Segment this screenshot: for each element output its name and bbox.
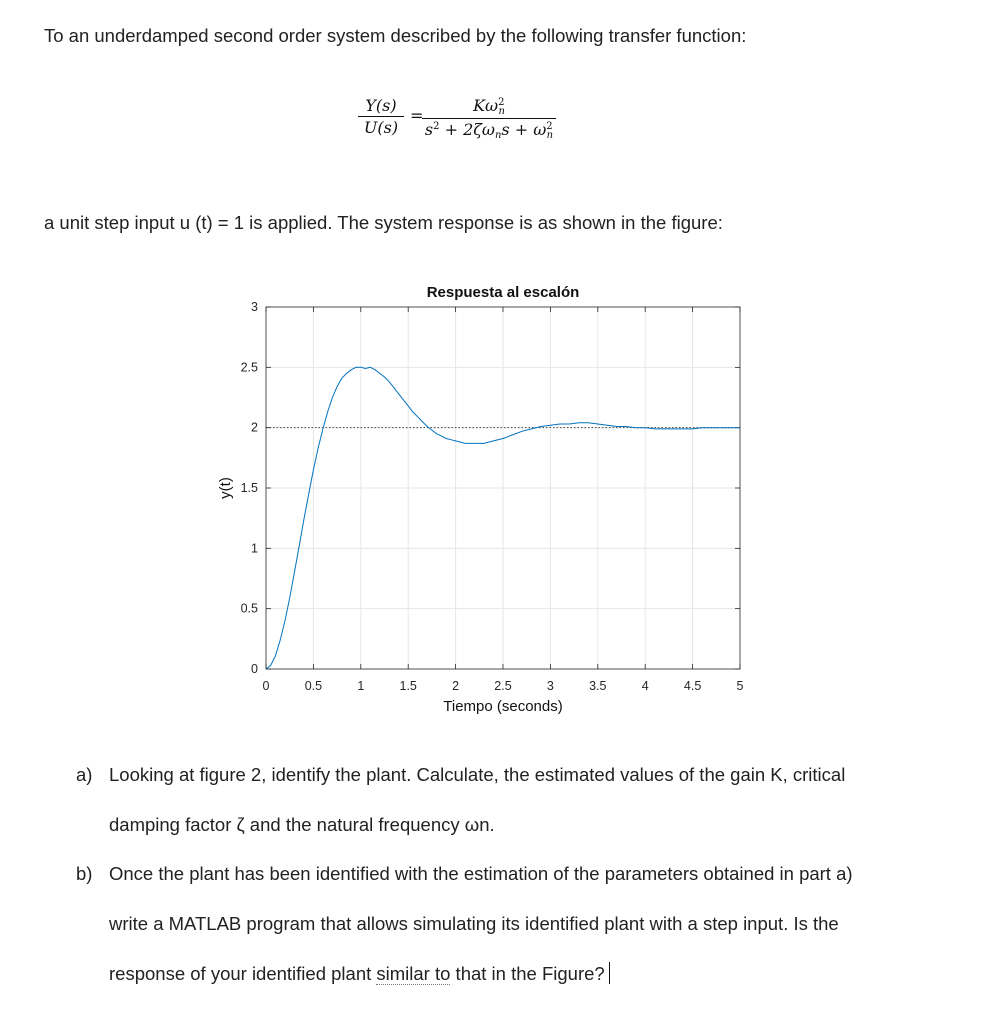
step-response-chart bbox=[200, 270, 760, 730]
rhs-den-sup3: 2 bbox=[546, 121, 553, 132]
intro-text: To an underdamped second order system described by the following transfer function: bbox=[44, 25, 747, 46]
y-tick-label: 1 bbox=[251, 541, 258, 556]
question-b-line3-pre: response of your identified plant bbox=[109, 963, 377, 984]
question-a-line1: Looking at figure 2, identify the plant. Calculate, the estimated values of the gain K, critical bbox=[109, 764, 846, 785]
x-tick-label: 0.5 bbox=[304, 679, 323, 693]
question-b-line3 bbox=[109, 962, 610, 985]
y-tick-label: 2 bbox=[251, 420, 258, 435]
x-tick-label: 3 bbox=[546, 679, 554, 693]
y-tick-label: 2.5 bbox=[240, 360, 258, 375]
rhs-denominator bbox=[422, 119, 556, 141]
chart-title: Respuesta al escalón bbox=[426, 284, 580, 301]
rhs-den-part3: s + ω bbox=[501, 120, 547, 139]
x-tick-label: 0 bbox=[262, 679, 270, 693]
rhs-den-sub3: n bbox=[546, 130, 554, 141]
rhs-numerator bbox=[422, 96, 556, 119]
x-tick-label: 2.5 bbox=[494, 679, 512, 693]
lhs-fraction bbox=[358, 96, 404, 137]
rhs-num-base: Kω bbox=[473, 96, 499, 115]
y-tick-label: 0.5 bbox=[240, 601, 258, 616]
y-axis-label: y(t) bbox=[217, 477, 234, 499]
x-tick-label: 1.5 bbox=[399, 679, 417, 693]
equals-sign: = bbox=[410, 106, 424, 125]
x-axis-label: Tiempo (seconds) bbox=[443, 698, 563, 715]
x-tick-label: 4.5 bbox=[683, 679, 702, 693]
spellcheck-underlined-phrase[interactable]: similar to bbox=[376, 963, 451, 984]
rhs-den-part1: s bbox=[424, 120, 434, 139]
text-cursor bbox=[609, 962, 611, 984]
lhs-numerator: Y(s) bbox=[358, 96, 404, 117]
question-b-line3-post: that in the Figure? bbox=[450, 963, 605, 984]
rhs-den-sub2: n bbox=[494, 130, 502, 141]
rhs-den-part2: + 2ζω bbox=[439, 120, 495, 139]
rhs-den-sup1: 2 bbox=[433, 121, 440, 132]
x-tick-label: 2 bbox=[452, 679, 460, 693]
rhs-fraction bbox=[422, 96, 556, 141]
question-b-line1: Once the plant has been identified with the estimation of the parameters obtained in part a) bbox=[109, 863, 853, 884]
x-tick-label: 3.5 bbox=[589, 679, 607, 693]
x-tick-label: 4 bbox=[641, 679, 649, 693]
step-input-text: a unit step input u (t) = 1 is applied. The system response is as shown in the figure: bbox=[44, 212, 723, 233]
question-b-label: b) bbox=[76, 863, 93, 884]
y-tick-label: 1.5 bbox=[240, 481, 258, 495]
question-b-line2: write a MATLAB program that allows simulating its identified plant with a step input. Is the bbox=[109, 913, 839, 934]
lhs-denominator: U(s) bbox=[363, 118, 399, 137]
question-a-label: a) bbox=[76, 764, 93, 785]
rhs-num-sup: 2 bbox=[498, 97, 505, 108]
x-tick-label: 1 bbox=[357, 679, 365, 693]
rhs-num-sub: n bbox=[498, 106, 505, 117]
question-a-line2: damping factor ζ and the natural frequency ωn. bbox=[109, 814, 495, 835]
x-tick-label: 5 bbox=[736, 679, 744, 693]
y-tick-label: 0 bbox=[251, 662, 258, 676]
y-tick-label: 3 bbox=[251, 300, 258, 314]
